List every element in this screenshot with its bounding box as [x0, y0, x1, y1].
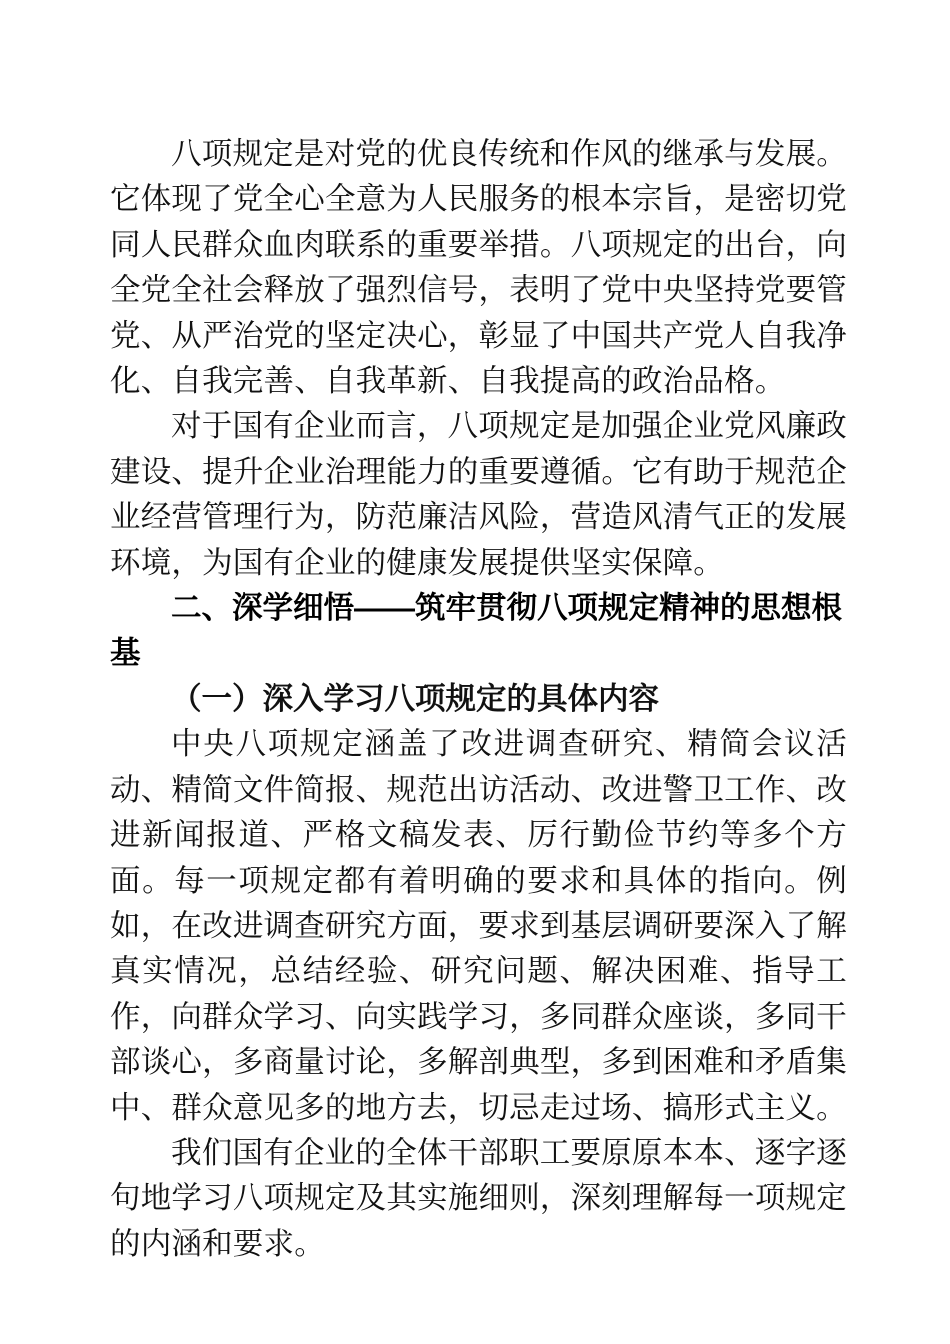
paragraph-eight-rules-contents: 中央八项规定涵盖了改进调查研究、精简会议活动、精简文件简报、规范出访活动、改进警卫工作、改进新闻报道、严格文稿发表、厉行勤俭节约等多个方面。每一项规定都有着明确的要求和具体的指向。例如，在改进调查研究方面，要求到基层调研要深入了解真实情况，总结经验、研究问题、解决困难、指导工作，向群众学习、向实践学习，多同群众座谈，多同干部谈心，多商量讨论，多解剖典型，多到困难和矛盾集中、群众意见多的地方去，切忌走过场、搞形式主义。: [110, 727, 847, 1125]
document-text-body: [110, 132, 847, 1267]
heading-section-two: 二、深学细悟——筑牢贯彻八项规定精神的思想根基: [110, 591, 842, 671]
heading-subsection-one: （一）深入学习八项规定的具体内容: [171, 681, 659, 716]
paragraph-state-owned-enterprise: 对于国有企业而言，八项规定是加强企业党风廉政建设、提升企业治理能力的重要遵循。它有助于规范企业经营管理行为，防范廉洁风险，营造风清气正的发展环境，为国有企业的健康发展提供坚实保障。: [110, 409, 847, 580]
paragraph-study-word-by-word: 我们国有企业的全体干部职工要原原本本、逐字逐句地学习八项规定及其实施细则，深刻理解每一项规定的内涵和要求。: [110, 1135, 847, 1261]
paragraph-eight-rules-inheritance: 八项规定是对党的优良传统和作风的继承与发展。它体现了党全心全意为人民服务的根本宗旨，是密切党同人民群众血肉联系的重要举措。八项规定的出台，向全党全社会释放了强烈信号，表明了党中央坚持党要管党、从严治党的坚定决心，彰显了中国共产党人自我净化、自我完善、自我革新、自我提高的政治品格。: [110, 137, 847, 399]
